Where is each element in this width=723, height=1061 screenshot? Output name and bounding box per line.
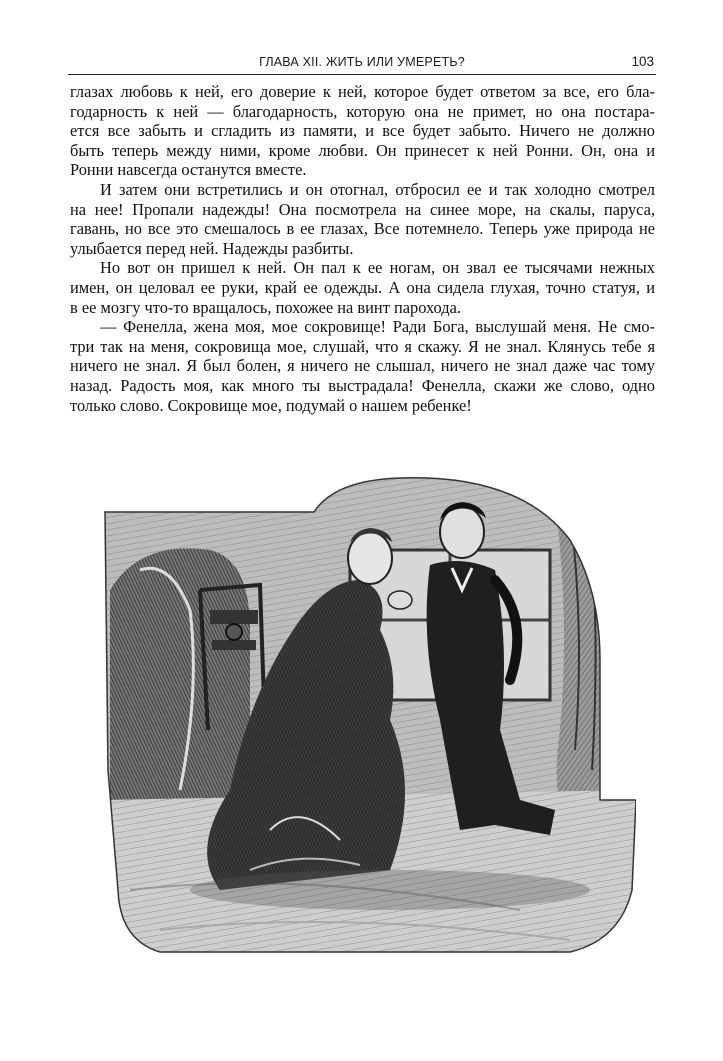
curtain [555, 500, 620, 830]
text-line: гавань, но все это смешалось в ее глазах, Все потемнело. Теперь уже природа не [70, 219, 655, 239]
engraving-illustration [100, 470, 636, 960]
text-line: глазах любовь к ней, его доверие к ней, которое будет ответом за все, его бла- [70, 82, 655, 101]
running-header [68, 55, 656, 75]
text-line: — Фенелла, жена моя, мое сокровище! Ради Бога, выслушай меня. Не смо- [100, 317, 655, 337]
text-line: И затем они встретились и он отогнал, отбросил ее и так холодно смотрел [100, 179, 655, 199]
text-line: ничего не знал. Я был болен, я ничего не слышал, ничего не знал даже час тому [70, 356, 655, 376]
text-line: назад. Радость моя, как много ты выстрадала! Фенелла, скажи же слово, одно [70, 375, 655, 395]
chapter-title: ГЛАВА XII. ЖИТЬ ИЛИ УМЕРЕТЬ? [259, 55, 465, 69]
illustration [100, 470, 636, 960]
text-line: имен, он целовал ее руки, край ее одежды. А она сидела глухая, точно статуя, и [70, 277, 655, 297]
page-number: 103 [631, 54, 654, 69]
text-line: Ронни навсегда останутся вместе. [70, 160, 307, 180]
text-line: годарность к ней — благодарность, которую она не примет, но она постара- [70, 101, 655, 121]
body-text [70, 82, 655, 415]
text-line: улыбается перед ней. Надежды разбиты. [70, 238, 354, 258]
text-line: быть теперь между ними, кроме любви. Он принесет к ней Ронни. Он, она и [70, 140, 655, 160]
text-line: ется все забыть и сгладить из памяти, и все будет забыто. Ничего не должно [70, 121, 655, 141]
header-rule [68, 74, 656, 75]
scene [100, 470, 636, 960]
text-line: в ее мозгу что-то вращалось, похожее на винт парохода. [70, 297, 461, 317]
text-line: Но вот он пришел к ней. Он пал к ее ногам, он звал ее тысячами нежных [100, 258, 655, 278]
text-line: только слово. Сокровище мое, подумай о нашем ребенке! [70, 395, 472, 415]
text-line: на нее! Пропали надежды! Она посмотрела на синее море, на скалы, паруса, [70, 199, 655, 219]
text-line: три так на меня, сокровища мое, слушай, что я скажу. Я не знал. Клянусь тебе я [70, 336, 655, 356]
